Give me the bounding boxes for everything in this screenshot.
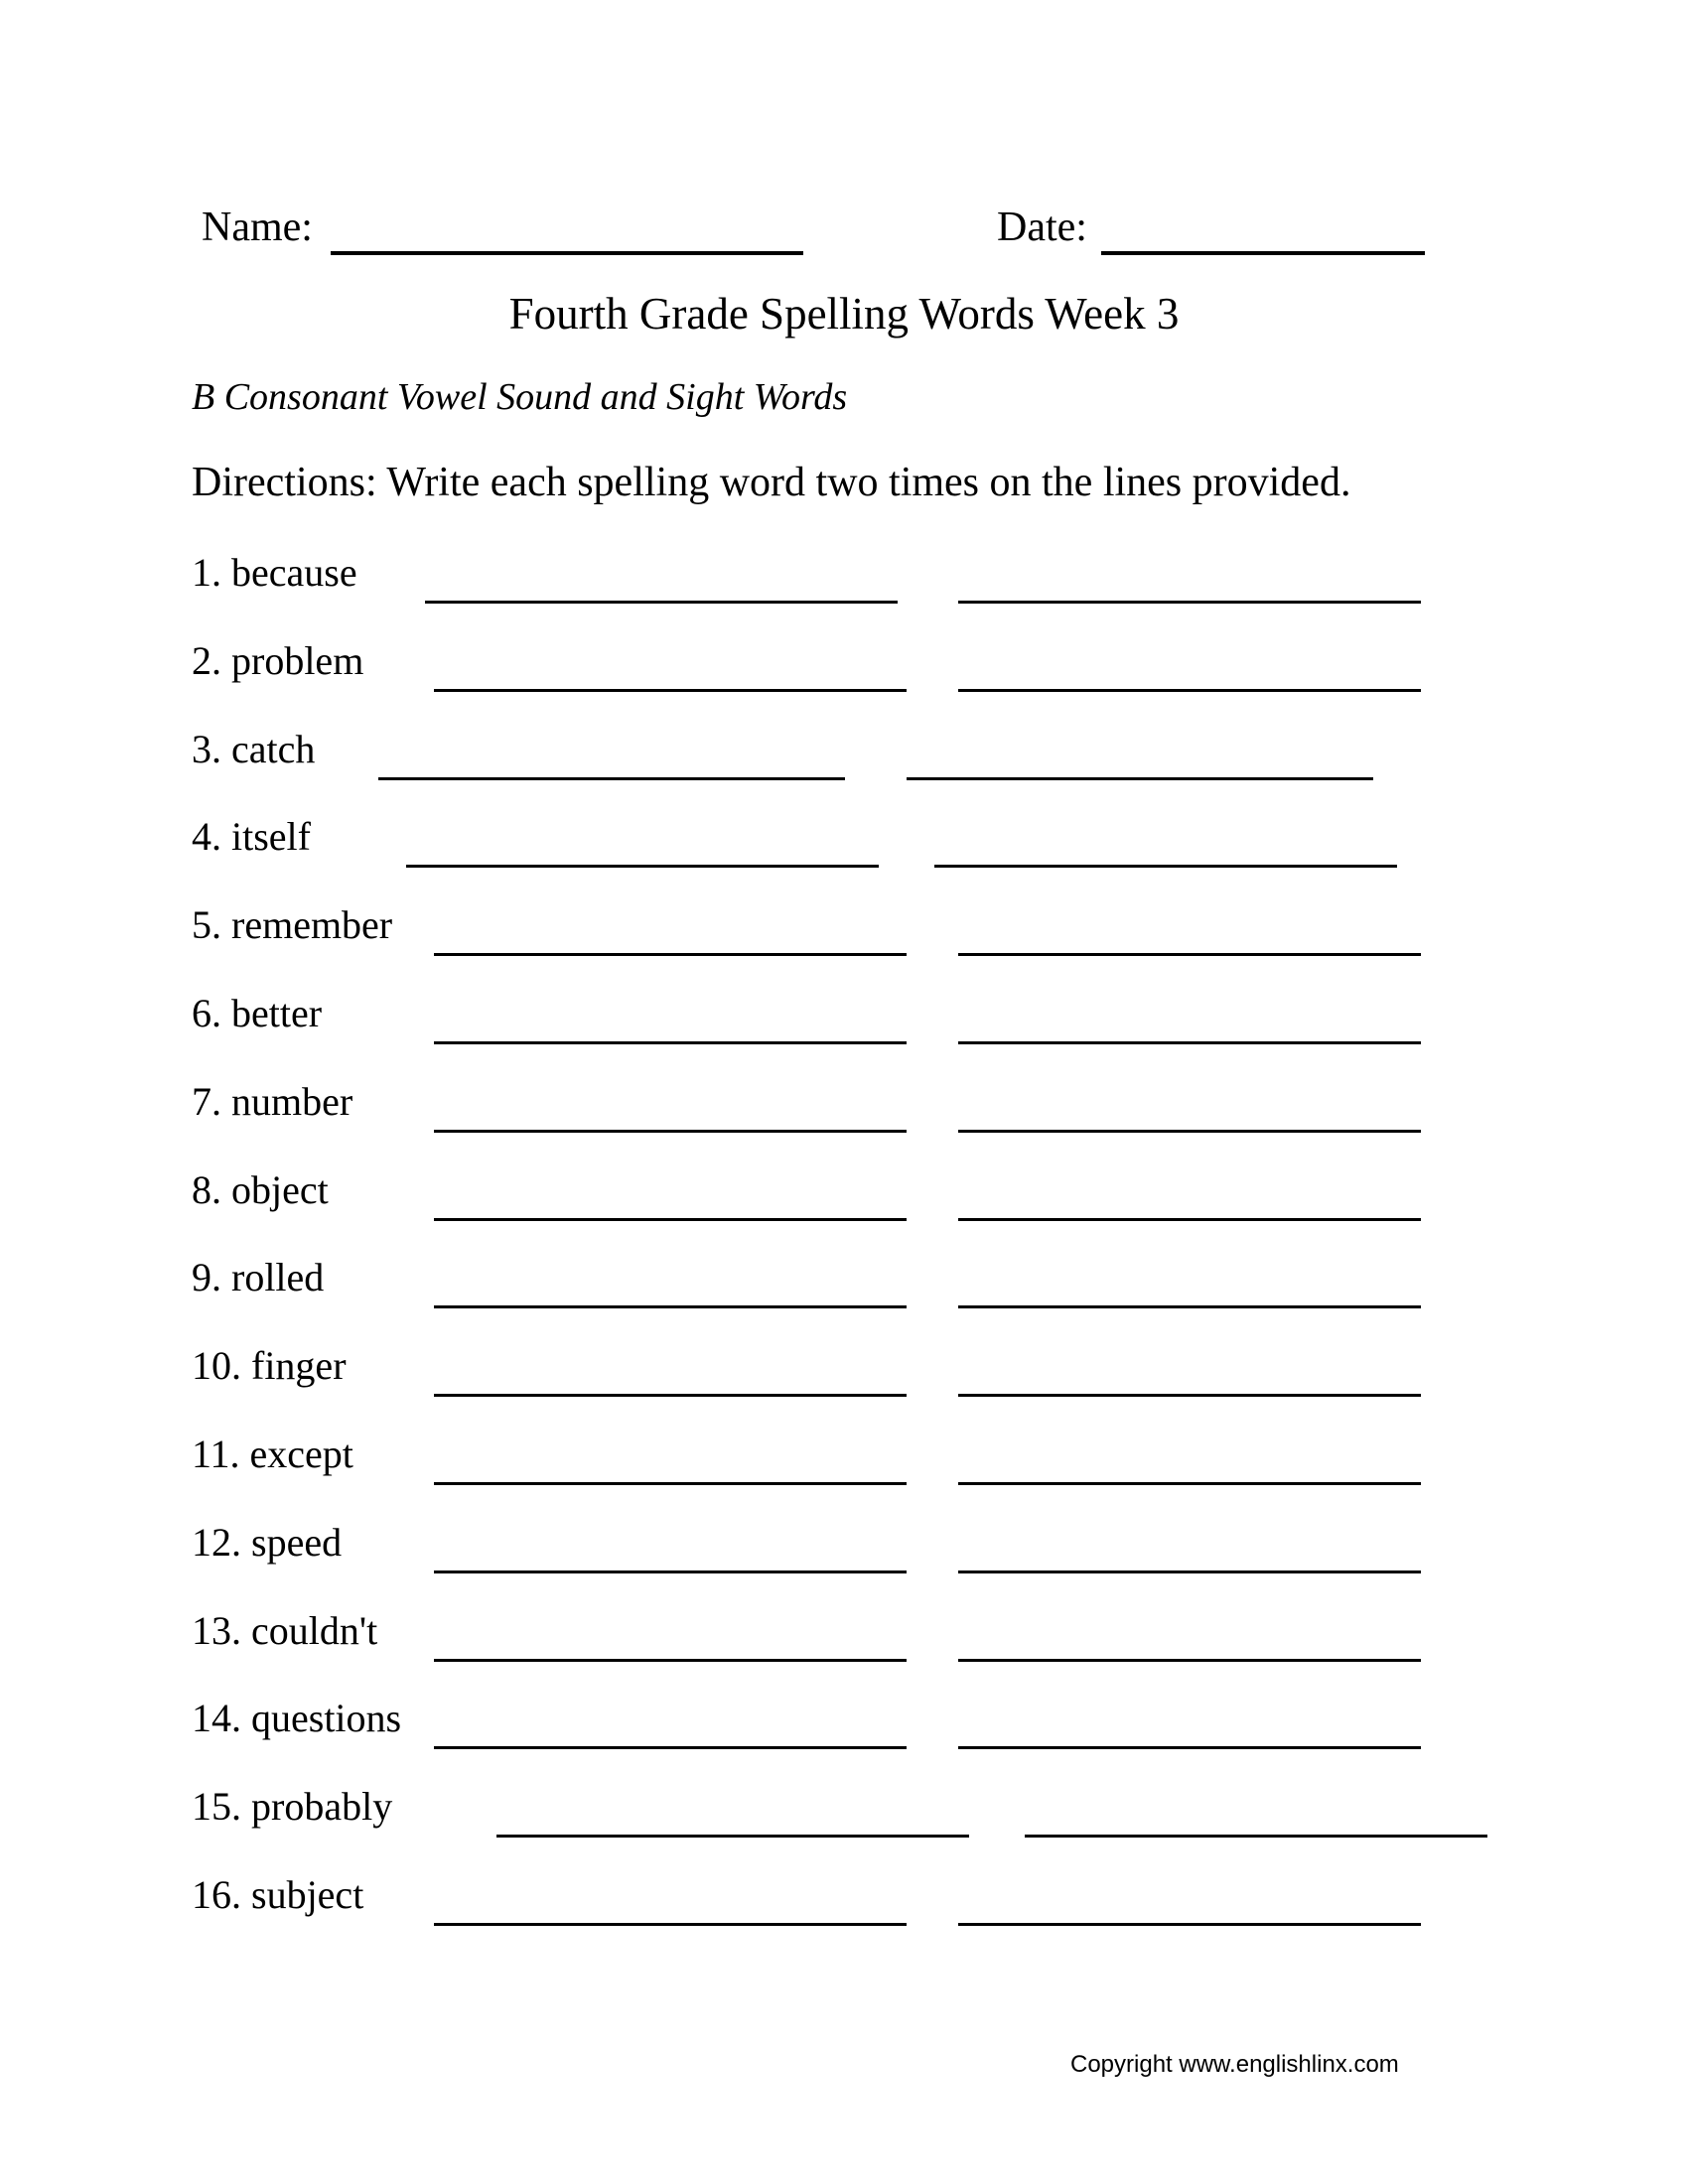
write-line-2 (958, 1041, 1421, 1044)
word-label: 14. questions (192, 1696, 402, 1741)
write-line-2 (1025, 1835, 1487, 1838)
write-line-2 (958, 1923, 1421, 1926)
word-row (192, 637, 1428, 726)
write-line-2 (958, 689, 1421, 692)
word-label: 15. probably (192, 1784, 393, 1830)
write-line-2 (958, 1746, 1421, 1749)
word-label: 4. itself (192, 814, 311, 860)
write-line-1 (434, 1130, 907, 1133)
write-line-1 (434, 1482, 907, 1485)
word-row (192, 1431, 1428, 1519)
write-line-1 (434, 953, 907, 956)
header-row (192, 204, 1428, 265)
date-label: Date: (997, 205, 1087, 250)
write-line-1 (434, 1659, 907, 1662)
word-label: 6. better (192, 990, 323, 1035)
word-row (192, 1871, 1428, 1960)
write-line-1 (434, 1394, 907, 1397)
write-line-2 (958, 601, 1421, 604)
word-row (192, 1342, 1428, 1431)
write-line-1 (434, 1570, 907, 1573)
write-line-1 (434, 1305, 907, 1308)
word-label: 7. number (192, 1078, 353, 1124)
name-blank-line (331, 251, 803, 255)
word-row (192, 1695, 1428, 1783)
word-row (192, 726, 1428, 814)
word-label: 3. catch (192, 726, 316, 771)
subtitle: B Consonant Vowel Sound and Sight Words (192, 376, 848, 418)
write-line-2 (958, 1305, 1421, 1308)
write-line-1 (406, 865, 879, 868)
word-row (192, 1254, 1428, 1342)
write-line-1 (434, 689, 907, 692)
word-row (192, 549, 1428, 637)
word-row (192, 1783, 1428, 1871)
write-line-1 (496, 1835, 969, 1838)
name-label: Name: (202, 205, 313, 250)
word-label: 5. remember (192, 902, 393, 948)
word-list (192, 549, 1428, 1960)
write-line-1 (434, 1041, 907, 1044)
word-label: 11. except (192, 1431, 353, 1476)
word-label: 10. finger (192, 1343, 347, 1389)
write-line-2 (907, 777, 1373, 780)
copyright-text: Copyright www.englishlinx.com (1070, 2051, 1399, 2078)
word-row (192, 1078, 1428, 1166)
word-row (192, 901, 1428, 990)
write-line-2 (958, 1482, 1421, 1485)
word-label: 1. because (192, 550, 357, 595)
write-line-2 (934, 865, 1397, 868)
word-row (192, 813, 1428, 901)
write-line-1 (434, 1746, 907, 1749)
write-line-1 (434, 1218, 907, 1221)
word-label: 9. rolled (192, 1255, 325, 1300)
word-label: 8. object (192, 1166, 329, 1212)
word-label: 13. couldn't (192, 1607, 378, 1653)
word-row (192, 1519, 1428, 1607)
word-row (192, 990, 1428, 1078)
page-title: Fourth Grade Spelling Words Week 3 (508, 289, 1180, 339)
write-line-1 (434, 1923, 907, 1926)
word-row (192, 1607, 1428, 1696)
write-line-2 (958, 1570, 1421, 1573)
directions-text: Directions: Write each spelling word two times on the lines provided. (192, 460, 1351, 505)
write-line-2 (958, 1130, 1421, 1133)
write-line-2 (958, 1218, 1421, 1221)
write-line-1 (378, 777, 845, 780)
word-row (192, 1166, 1428, 1255)
word-label: 2. problem (192, 637, 364, 683)
write-line-2 (958, 1394, 1421, 1397)
word-label: 16. subject (192, 1871, 364, 1917)
word-label: 12. speed (192, 1519, 343, 1565)
write-line-1 (425, 601, 898, 604)
write-line-2 (958, 1659, 1421, 1662)
date-blank-line (1101, 251, 1425, 255)
write-line-2 (958, 953, 1421, 956)
